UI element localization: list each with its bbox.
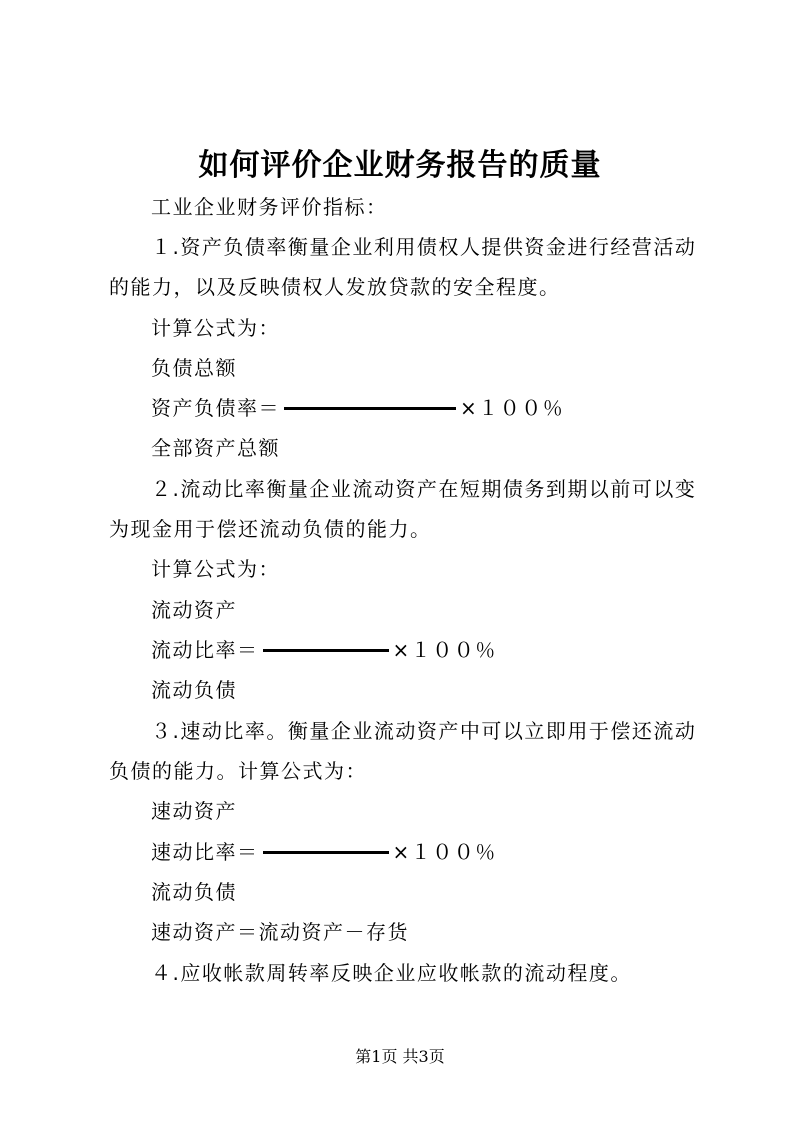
document-title: 如何评价企业财务报告的质量 <box>198 148 602 183</box>
fraction-line <box>263 649 389 652</box>
paragraph-line: ４.应收帐款周转率反映企业应收帐款的流动程度。 <box>151 961 632 985</box>
formula-multiplier: ×１００％ <box>460 396 565 420</box>
formula-multiplier: ×１００％ <box>392 840 497 864</box>
paragraph-line: 工业企业财务评价指标： <box>151 195 388 219</box>
paragraph-line: 为现金用于偿还流动负债的能力。 <box>109 517 432 541</box>
formula-denominator: 全部资产总额 <box>151 436 280 460</box>
formula-denominator: 流动负债 <box>151 678 237 702</box>
paragraph-line: ２.流动比率衡量企业流动资产在短期债务到期以前可以变 <box>151 477 697 501</box>
formula-row <box>151 838 497 866</box>
paragraph-line: 的能力，以及反映债权人发放贷款的安全程度。 <box>109 275 561 299</box>
paragraph-line: ３.速动比率。衡量企业流动资产中可以立即用于偿还流动 <box>151 719 697 743</box>
formula-multiplier: ×１００％ <box>392 638 497 662</box>
formula-numerator: 流动资产 <box>151 598 237 622</box>
formula-label: 速动比率＝ <box>151 840 259 864</box>
formula-label: 流动比率＝ <box>151 638 259 662</box>
fraction-line <box>284 407 456 410</box>
paragraph-line: 计算公式为： <box>151 316 280 340</box>
fraction-line <box>263 851 389 854</box>
formula-row <box>151 394 564 422</box>
paragraph-line: １.资产负债率衡量企业利用债权人提供资金进行经营活动 <box>151 235 697 259</box>
formula-row <box>151 636 497 664</box>
paragraph-line: 计算公式为： <box>151 557 280 581</box>
paragraph-line: 负债的能力。计算公式为： <box>109 759 367 783</box>
formula-denominator: 流动负债 <box>151 880 237 904</box>
formula-label: 资产负债率＝ <box>151 396 280 420</box>
paragraph-line: 速动资产＝流动资产－存货 <box>151 920 409 944</box>
page-footer: 第1页 共3页 <box>355 1047 445 1066</box>
formula-numerator: 速动资产 <box>151 799 237 823</box>
formula-numerator: 负债总额 <box>151 356 237 380</box>
